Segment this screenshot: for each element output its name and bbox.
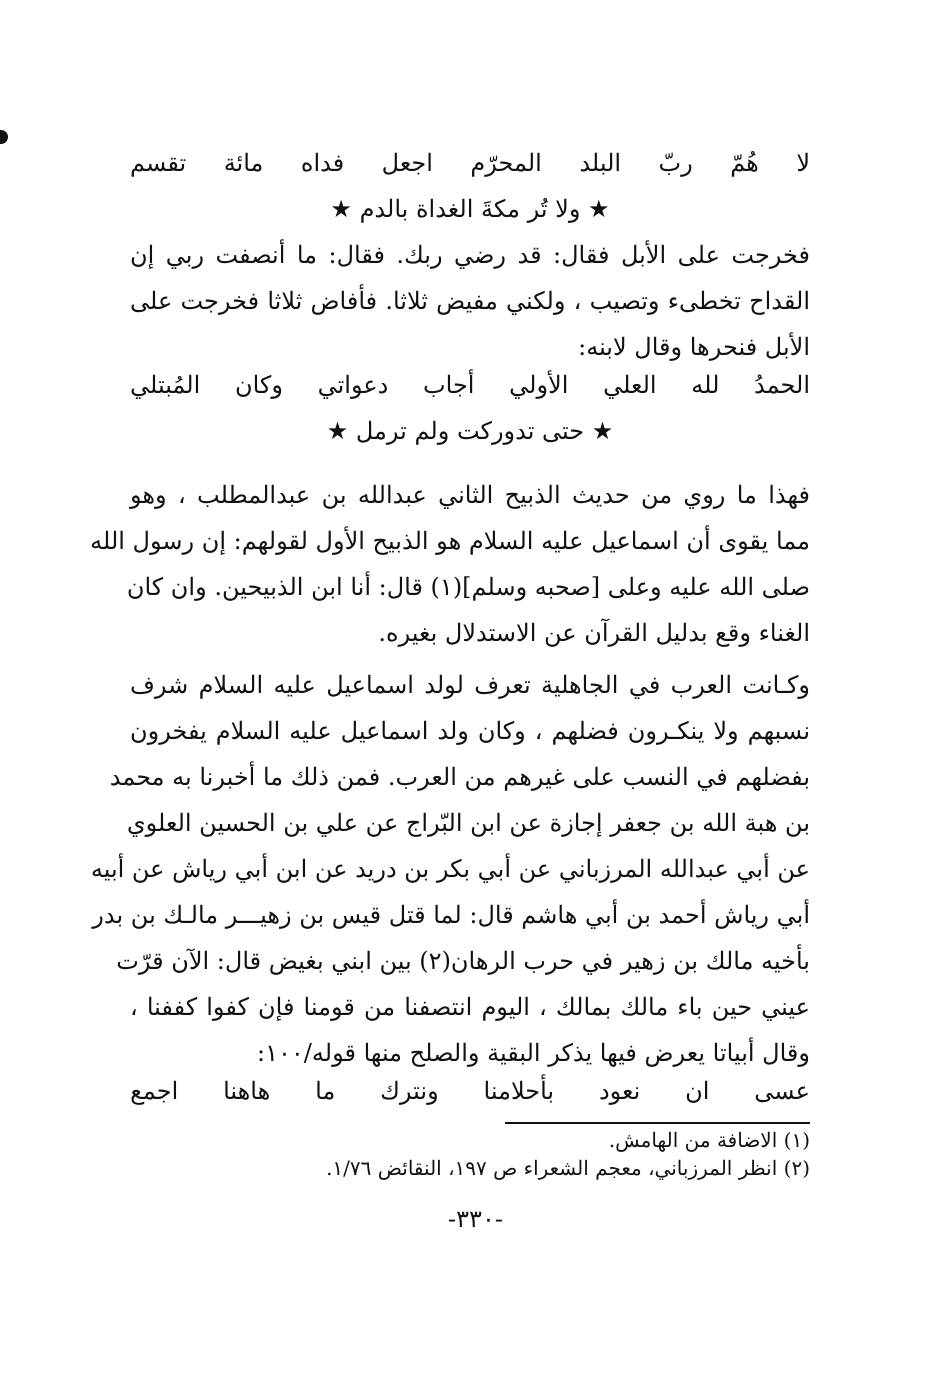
verse-word: ما	[315, 1077, 336, 1105]
text-line: فهذا ما روي من حديث الذبيح الثاني عبدالله بن عبدالمطلب ، وهو	[130, 481, 810, 509]
verse-word: اجمع	[130, 1077, 179, 1105]
paragraph-3	[90, 662, 810, 1076]
text-line: بن هبة الله بن جعفر إجازة عن ابن البّراج عن علي بن الحسين العلوي	[126, 809, 810, 837]
text-line: بأخيه مالك بن زهير في حرب الرهان(٢) بين ابني بغيض قال: الآن قرّت	[116, 947, 810, 975]
verse-word: مائة	[223, 149, 264, 177]
verse-word: تقسم	[130, 149, 187, 177]
verse-1	[130, 140, 810, 232]
verse-2	[130, 362, 810, 454]
verse-word: لله	[691, 371, 720, 399]
text-line: الأبل فنحرها وقال لابنه:	[578, 333, 810, 361]
verse-word: هاهنا	[223, 1077, 271, 1105]
footnote-1: (١) الاضافة من الهامش.	[608, 1128, 810, 1152]
verse-3	[130, 1068, 810, 1114]
verse-word: لا	[796, 149, 810, 177]
verse-word: المُبتلي	[130, 371, 201, 399]
verse-1-first-hemistich	[130, 140, 810, 186]
text-line: القداح تخطىء وتصيب ، ولكني مفيض ثلاثا. فأفاض ثلاثا فخرجت على	[130, 287, 810, 315]
verse-word: ان	[685, 1077, 710, 1105]
edge-mark	[0, 130, 8, 144]
verse-word: المحرّم	[470, 149, 542, 177]
text-line: بفضلهم في النسب على غيرهم من العرب. فمن ذلك ما أخبرنا به محمد	[109, 763, 810, 791]
verse-word: نعود	[598, 1077, 641, 1105]
verse-3-first-hemistich	[130, 1068, 810, 1114]
verse-word: دعواتي	[317, 371, 389, 399]
verse-word: ونترك	[380, 1077, 439, 1105]
text-line: وقال أبياتا يعرض فيها يذكر البقية والصلح منها قوله/١٠٠:	[257, 1039, 810, 1067]
text-line: فخرجت على الأبل فقال: قد رضي ربك. فقال: ما أنصفت ربي إن	[130, 241, 810, 269]
footnote-divider	[505, 1122, 810, 1124]
verse-word: ربّ	[658, 149, 693, 177]
verse-word: أجاب	[423, 371, 475, 399]
paragraph-2	[90, 472, 810, 656]
text-line: نسبهم ولا ينكـرون فضلهم ، وكان ولد اسماعيل عليه السلام يفخرون	[130, 717, 810, 745]
text-line: صلى الله عليه وعلى [صحبه وسلم](١) قال: أنا ابن الذبيحين. وان كان	[126, 573, 810, 601]
text-line: الغناء وقع بدليل القرآن عن الاستدلال بغيره.	[378, 619, 810, 647]
text-line: أبي رياش أحمد بن أبي هاشم قال: لما قتل قيس بن زهيـــر مالـك بن بدر	[92, 901, 810, 929]
verse-2-first-hemistich	[130, 362, 810, 408]
verse-2-second-hemistich: ★ حتى تدوركت ولم ترمل ★	[326, 417, 614, 445]
text-line: مما يقوى أن اسماعيل عليه السلام هو الذبيح الأول لقولهم: إن رسول الله	[90, 527, 810, 555]
verse-word: وكان	[234, 371, 283, 399]
verse-word: عسى	[754, 1077, 810, 1105]
text-line: عيني حين باء مالك بمالك ، اليوم انتصفنا من قومنا فإن كفوا كففنا ،	[130, 993, 810, 1021]
verse-word: الحمدُ	[754, 371, 810, 399]
verse-word: اجعل	[381, 149, 433, 177]
verse-word: هُمّ	[730, 149, 759, 177]
text-line: عن أبي عبدالله المرزباني عن أبي بكر بن دريد عن ابن أبي رياش عن أبيه	[90, 855, 810, 883]
paragraph-1	[130, 232, 810, 370]
footnote-2: (٢) انظر المرزباني، معجم الشعراء ص ١٩٧، النقائض ١/٧٦.	[326, 1156, 810, 1180]
text-line: وكـانت العرب في الجاهلية تعرف لولد اسماعيل عليه السلام شرف	[130, 671, 810, 699]
verse-1-second-hemistich: ★ ولا تُر مكةَ الغداة بالدم ★	[330, 195, 610, 223]
verse-word: البلد	[579, 149, 622, 177]
verse-word: فداه	[300, 149, 345, 177]
page-number: -٣٣٠-	[448, 1205, 503, 1233]
verse-word: الأولي	[509, 371, 569, 399]
verse-word: بأحلامنا	[483, 1077, 555, 1105]
verse-word: العلي	[603, 371, 657, 399]
footnotes	[130, 1126, 810, 1182]
